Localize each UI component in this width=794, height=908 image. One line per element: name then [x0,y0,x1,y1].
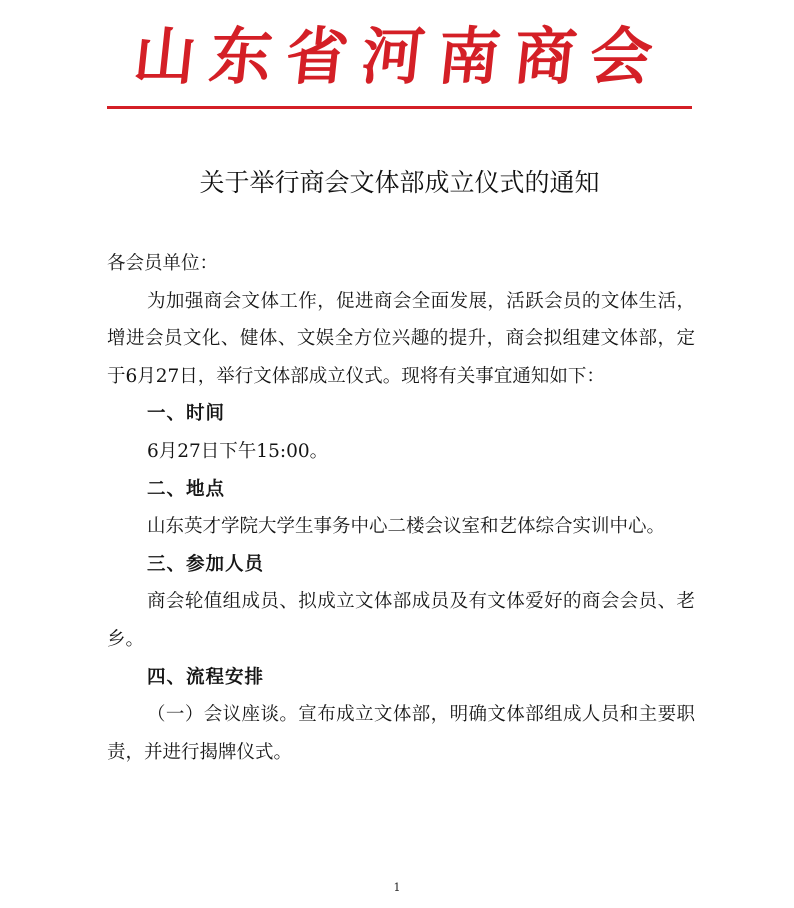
section-content-location: 山东英才学院大学生事务中心二楼会议室和艺体综合实训中心。 [147,516,666,538]
section-content-agenda: （一）会议座谈。宣布成立文体部，明确文体部组成人员和主要职责，并进行揭牌仪式。 [107,704,695,763]
section-heading-location: 二、地点 [147,478,226,500]
page-number: 1 [393,881,401,894]
notice-body [107,245,695,771]
section-heading-agenda: 四、流程安排 [147,666,265,688]
section-heading-participants: 三、参加人员 [147,553,265,575]
section-content-participants: 商会轮值组成员、拟成立文体部成员及有文体爱好的商会会员、老乡。 [107,591,695,650]
section-heading-time: 一、时间 [147,403,226,425]
salutation: 各会员单位： [107,253,219,274]
section-content-time: 6月27日下午15:00。 [147,440,329,462]
letterhead-org-name: 山东省河南商会 [130,20,670,93]
notice-title: 关于举行商会文体部成立仪式的通知 [199,168,600,197]
letterhead-red-divider [107,106,692,109]
intro-paragraph: 为加强商会文体工作，促进商会全面发展，活跃会员的文体生活，增进会员文化、健体、文娱全方位兴趣的提升，商会拟组建文体部，定于6月27日，举行文体部成立仪式。现将有关事宜通知如下： [107,290,695,387]
